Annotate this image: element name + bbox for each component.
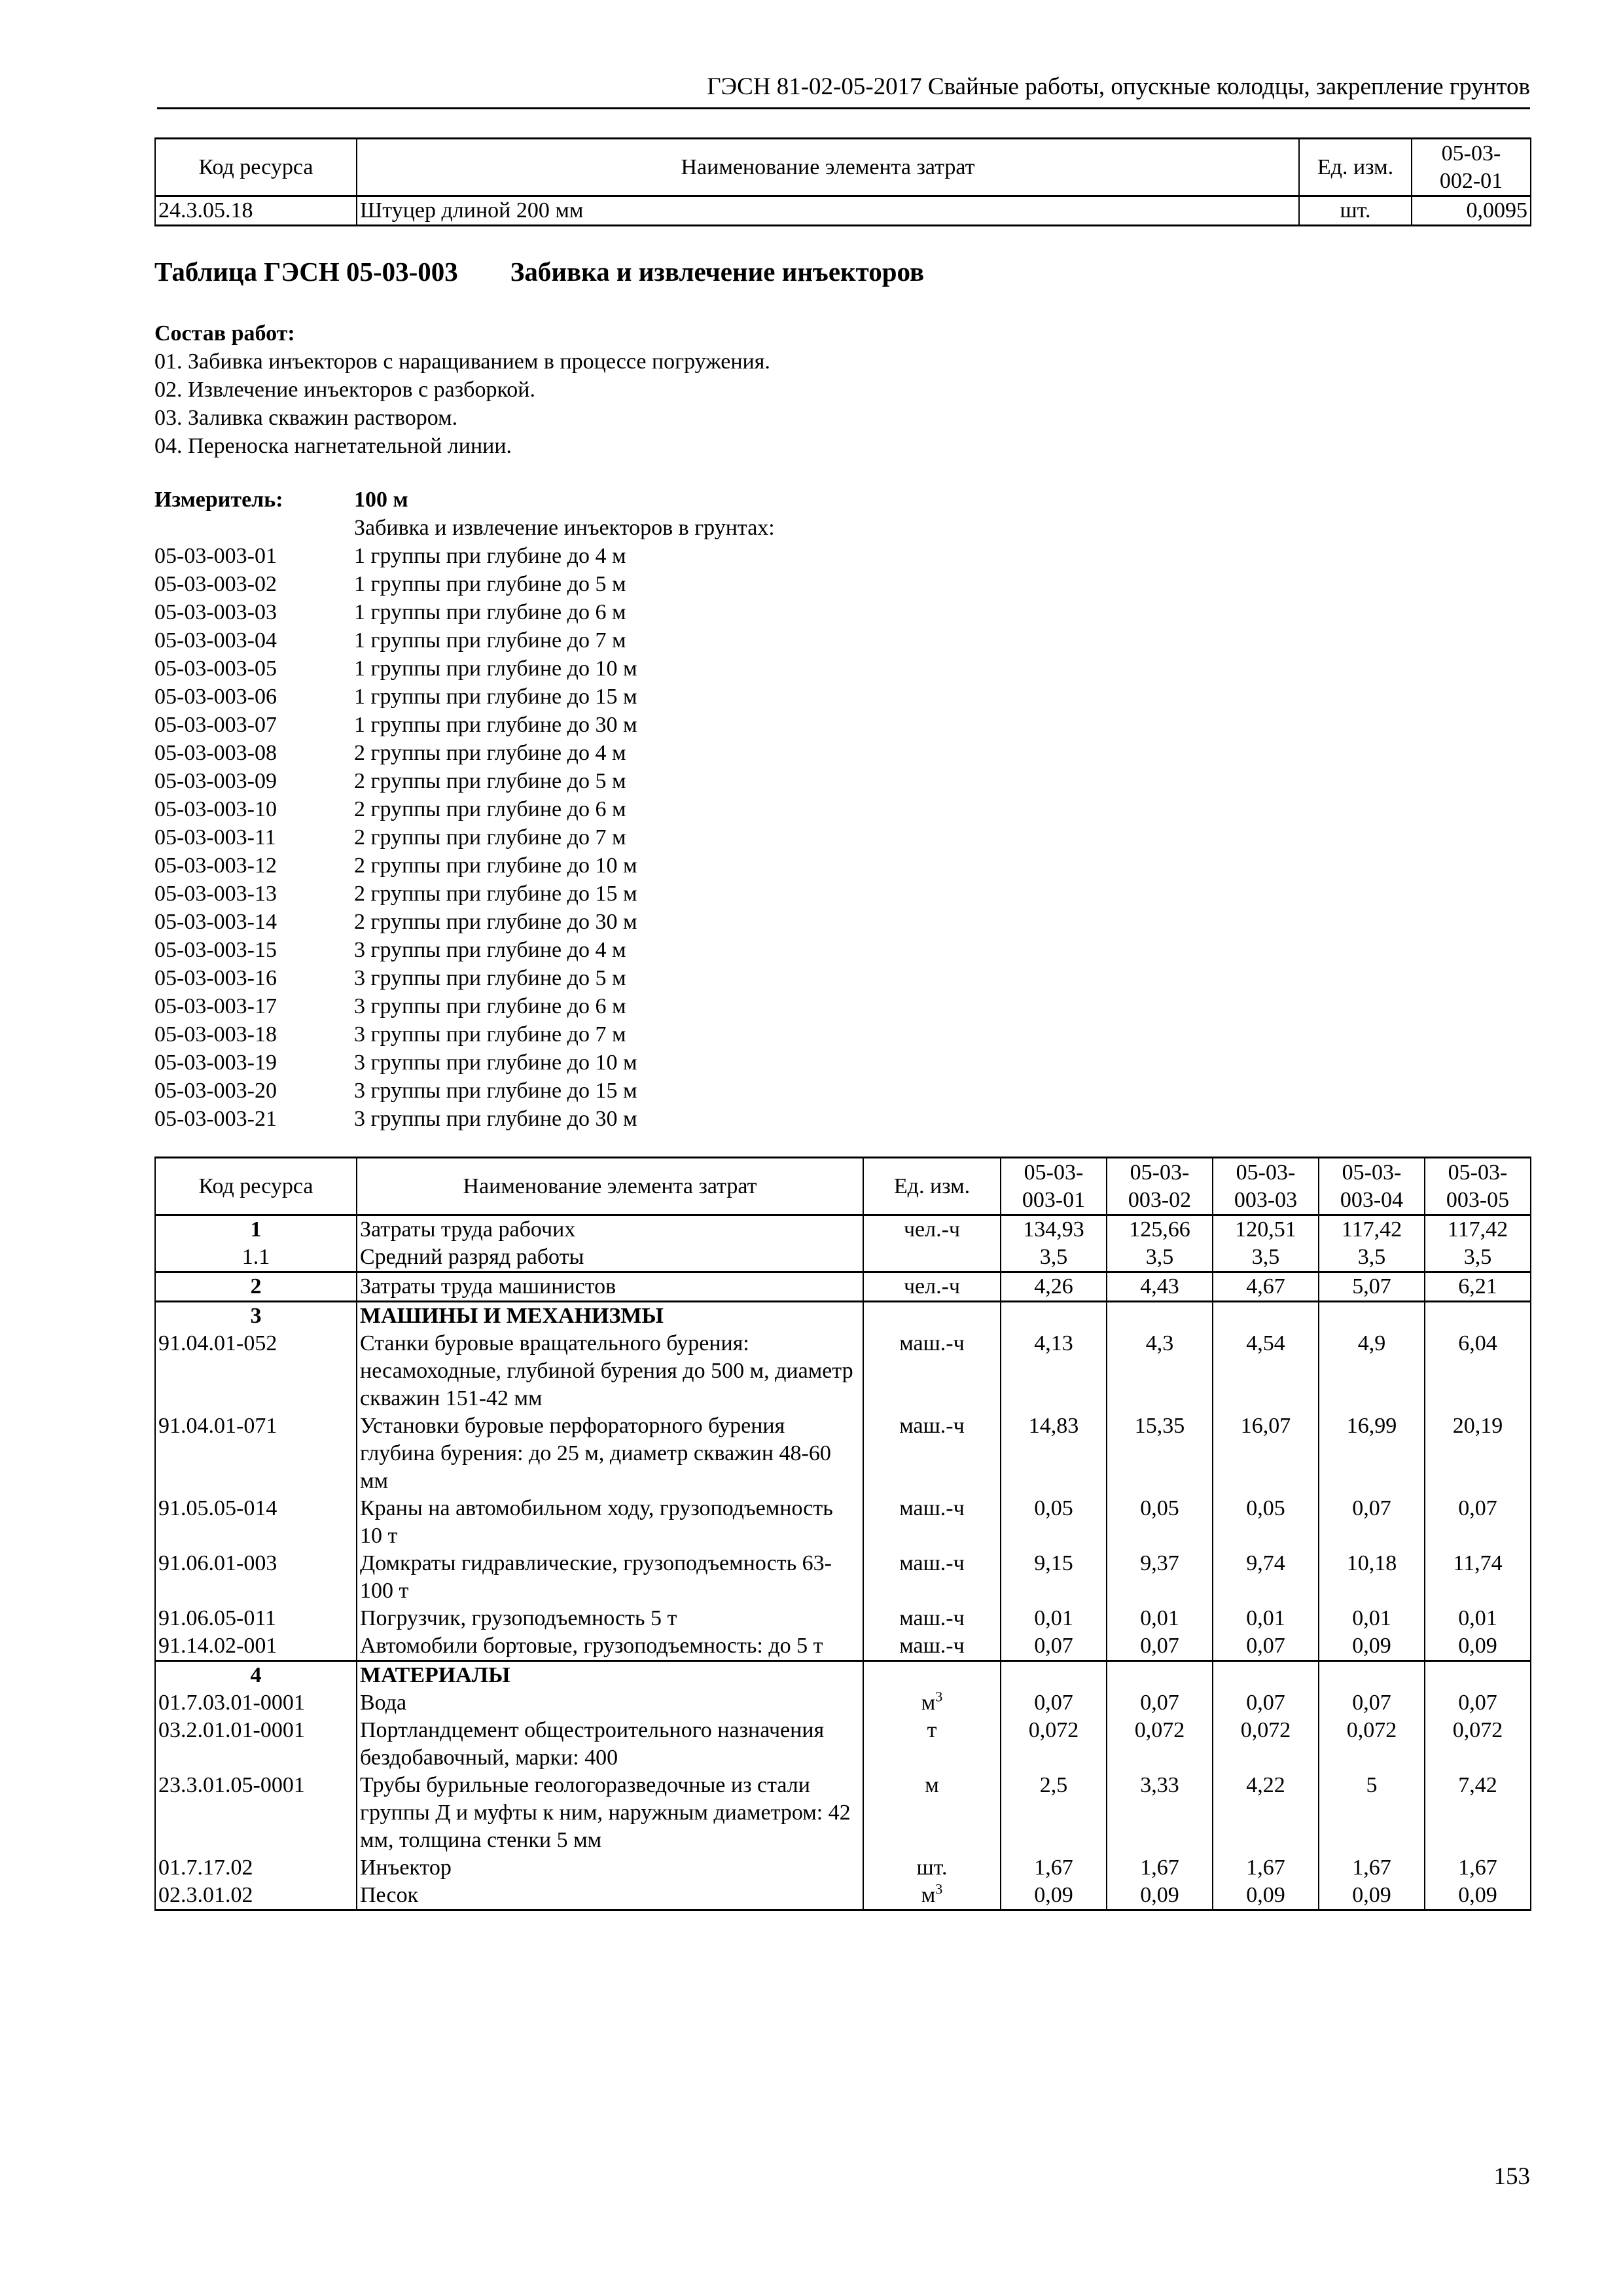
resource-value: 0,05 bbox=[1107, 1495, 1213, 1550]
resource-code: 1.1 bbox=[155, 1244, 357, 1272]
measure-item-text: 2 группы при глубине до 4 м bbox=[354, 741, 626, 765]
resource-value bbox=[1001, 1302, 1107, 1331]
measure-item-text: 1 группы при глубине до 10 м bbox=[354, 656, 637, 681]
measure-item-text: 3 группы при глубине до 10 м bbox=[354, 1050, 637, 1075]
resource-value: 3,5 bbox=[1001, 1244, 1107, 1272]
resource-value: 0,09 bbox=[1319, 1632, 1425, 1661]
resource-value: 0,07 bbox=[1319, 1495, 1425, 1550]
table-row bbox=[155, 1689, 1531, 1717]
resource-name: Домкраты гидравлические, грузоподъемность 63-100 т bbox=[357, 1550, 863, 1605]
resource-unit: шт. bbox=[1299, 196, 1412, 226]
resource-unit: чел.-ч bbox=[863, 1215, 1001, 1244]
resource-value: 0,07 bbox=[1425, 1495, 1531, 1550]
resource-unit: т bbox=[863, 1717, 1001, 1772]
resource-code: 91.06.05-011 bbox=[155, 1605, 357, 1632]
resource-unit bbox=[863, 1661, 1001, 1690]
col-header-name: Наименование элемента затрат bbox=[357, 1158, 863, 1215]
resource-name: Затраты труда машинистов bbox=[357, 1272, 863, 1302]
resource-value: 3,5 bbox=[1319, 1244, 1425, 1272]
resource-value: 7,42 bbox=[1425, 1772, 1531, 1854]
resource-code: 03.2.01.01-0001 bbox=[155, 1717, 357, 1772]
measure-item bbox=[154, 711, 775, 739]
resource-value: 0,07 bbox=[1001, 1632, 1107, 1661]
resource-value: 3,5 bbox=[1425, 1244, 1531, 1272]
resource-value bbox=[1319, 1302, 1425, 1331]
measure-item-text: 2 группы при глубине до 15 м bbox=[354, 882, 637, 906]
resource-value bbox=[1425, 1661, 1531, 1690]
measure-item-text: 1 группы при глубине до 4 м bbox=[354, 544, 626, 568]
resource-value: 0,072 bbox=[1213, 1717, 1319, 1772]
measure-item-text: 3 группы при глубине до 30 м bbox=[354, 1107, 637, 1131]
measure-item bbox=[154, 936, 775, 964]
measure-item-text: 2 группы при глубине до 30 м bbox=[354, 910, 637, 934]
table-row bbox=[155, 1550, 1531, 1605]
resource-value: 0,072 bbox=[1107, 1717, 1213, 1772]
measure-item-code: 05-03-003-13 bbox=[154, 882, 277, 906]
resource-code: 91.04.01-071 bbox=[155, 1412, 357, 1495]
resource-value: 15,35 bbox=[1107, 1412, 1213, 1495]
resource-value: 117,42 bbox=[1319, 1215, 1425, 1244]
col-header-value: 05-03- 003-04 bbox=[1319, 1158, 1425, 1215]
resource-value: 10,18 bbox=[1319, 1550, 1425, 1605]
resource-value: 0,07 bbox=[1425, 1689, 1531, 1717]
resource-value: 117,42 bbox=[1425, 1215, 1531, 1244]
resource-unit: маш.-ч bbox=[863, 1605, 1001, 1632]
measure-item bbox=[154, 570, 775, 598]
resource-code: 3 bbox=[155, 1302, 357, 1331]
works-item: 03. Заливка скважин раствором. bbox=[154, 406, 458, 430]
measure-item-code: 05-03-003-18 bbox=[154, 1022, 277, 1047]
resource-value bbox=[1001, 1661, 1107, 1690]
resource-unit: м bbox=[863, 1772, 1001, 1854]
table-row bbox=[155, 1772, 1531, 1854]
works-heading: Состав работ: bbox=[154, 321, 295, 346]
col-header-value: 05-03- 003-05 bbox=[1425, 1158, 1531, 1215]
measure-item bbox=[154, 880, 775, 908]
measure-item-code: 05-03-003-16 bbox=[154, 966, 277, 990]
table-row bbox=[155, 1854, 1531, 1882]
resource-value: 4,67 bbox=[1213, 1272, 1319, 1302]
table-row bbox=[155, 1605, 1531, 1632]
measure-item bbox=[154, 598, 775, 626]
resource-value: 3,5 bbox=[1213, 1244, 1319, 1272]
resource-name: Песок bbox=[357, 1882, 863, 1910]
measure-item-code: 05-03-003-15 bbox=[154, 938, 277, 962]
resource-value: 4,22 bbox=[1213, 1772, 1319, 1854]
resource-value bbox=[1425, 1302, 1531, 1331]
resource-name: Вода bbox=[357, 1689, 863, 1717]
table-row bbox=[155, 196, 1531, 226]
resource-value: 0,07 bbox=[1107, 1632, 1213, 1661]
table-row bbox=[155, 1717, 1531, 1772]
resource-value: 4,26 bbox=[1001, 1272, 1107, 1302]
table-number: Таблица ГЭСН 05-03-003 bbox=[154, 257, 458, 287]
resource-code: 01.7.17.02 bbox=[155, 1854, 357, 1882]
measure-item-code: 05-03-003-19 bbox=[154, 1050, 277, 1075]
table-caption: Забивка и извлечение инъекторов bbox=[510, 257, 925, 287]
table-row bbox=[155, 1272, 1531, 1302]
resource-value: 125,66 bbox=[1107, 1215, 1213, 1244]
measure-block bbox=[154, 486, 775, 1133]
resource-value: 9,15 bbox=[1001, 1550, 1107, 1605]
resource-value: 14,83 bbox=[1001, 1412, 1107, 1495]
measure-item bbox=[154, 795, 775, 823]
resource-unit: маш.-ч bbox=[863, 1495, 1001, 1550]
col-header-value: 05-03- 003-01 bbox=[1001, 1158, 1107, 1215]
resource-value: 4,54 bbox=[1213, 1330, 1319, 1412]
table-row bbox=[155, 1215, 1531, 1244]
resource-unit: маш.-ч bbox=[863, 1330, 1001, 1412]
measure-value: 100 м bbox=[354, 488, 408, 512]
measure-item bbox=[154, 852, 775, 880]
resource-value: 4,9 bbox=[1319, 1330, 1425, 1412]
table-row bbox=[155, 1330, 1531, 1412]
measure-item-text: 3 группы при глубине до 15 м bbox=[354, 1079, 637, 1103]
table-row bbox=[155, 1495, 1531, 1550]
resource-value: 20,19 bbox=[1425, 1412, 1531, 1495]
resource-unit: маш.-ч bbox=[863, 1550, 1001, 1605]
resource-value: 3,33 bbox=[1107, 1772, 1213, 1854]
resource-unit: чел.-ч bbox=[863, 1272, 1001, 1302]
resource-value: 2,5 bbox=[1001, 1772, 1107, 1854]
col-header-value: 05-03- 003-02 bbox=[1107, 1158, 1213, 1215]
resource-value: 3,5 bbox=[1107, 1244, 1213, 1272]
measure-item-code: 05-03-003-12 bbox=[154, 853, 277, 878]
carryover-table bbox=[154, 137, 1531, 226]
page-number: 153 bbox=[1493, 2163, 1530, 2190]
resource-name: Автомобили бортовые, грузоподъемность: до 5 т bbox=[357, 1632, 863, 1661]
resource-code: 91.14.02-001 bbox=[155, 1632, 357, 1661]
measure-item bbox=[154, 767, 775, 795]
resource-value: 0,09 bbox=[1001, 1882, 1107, 1910]
resource-value bbox=[1107, 1661, 1213, 1690]
measure-subtitle: Забивка и извлечение инъекторов в грунтах: bbox=[354, 516, 775, 540]
table-row bbox=[155, 1882, 1531, 1910]
resource-value: 0,07 bbox=[1213, 1689, 1319, 1717]
col-header-unit: Ед. изм. bbox=[863, 1158, 1001, 1215]
table-row bbox=[155, 1661, 1531, 1690]
resource-name: Штуцер длиной 200 мм bbox=[357, 196, 1299, 226]
resource-name: МАТЕРИАЛЫ bbox=[357, 1661, 863, 1690]
resource-value: 11,74 bbox=[1425, 1550, 1531, 1605]
resource-value: 16,07 bbox=[1213, 1412, 1319, 1495]
resource-value: 0,01 bbox=[1001, 1605, 1107, 1632]
measure-item bbox=[154, 1077, 775, 1105]
measure-item-code: 05-03-003-03 bbox=[154, 600, 277, 624]
measure-item-code: 05-03-003-07 bbox=[154, 713, 277, 737]
measure-item-code: 05-03-003-08 bbox=[154, 741, 277, 765]
resource-value: 0,01 bbox=[1425, 1605, 1531, 1632]
resource-unit: маш.-ч bbox=[863, 1632, 1001, 1661]
works-item: 02. Извлечение инъекторов с разборкой. bbox=[154, 378, 535, 402]
measure-item-code: 05-03-003-01 bbox=[154, 544, 277, 568]
resource-value: 1,67 bbox=[1001, 1854, 1107, 1882]
measure-item-text: 1 группы при глубине до 5 м bbox=[354, 572, 626, 596]
resource-value: 9,74 bbox=[1213, 1550, 1319, 1605]
measure-item bbox=[154, 655, 775, 683]
measure-item-text: 1 группы при глубине до 15 м bbox=[354, 685, 637, 709]
measure-item bbox=[154, 626, 775, 655]
resource-value: 4,3 bbox=[1107, 1330, 1213, 1412]
measure-item-text: 3 группы при глубине до 4 м bbox=[354, 938, 626, 962]
resource-value: 5,07 bbox=[1319, 1272, 1425, 1302]
resource-unit: шт. bbox=[863, 1854, 1001, 1882]
resource-name: Портландцемент общестроительного назначения бездобавочный, марки: 400 bbox=[357, 1717, 863, 1772]
measure-item-text: 3 группы при глубине до 6 м bbox=[354, 994, 626, 1018]
resource-value: 1,67 bbox=[1319, 1854, 1425, 1882]
resource-value: 0,072 bbox=[1425, 1717, 1531, 1772]
table-row bbox=[155, 1302, 1531, 1331]
resource-value: 0,09 bbox=[1213, 1882, 1319, 1910]
resource-code: 4 bbox=[155, 1661, 357, 1690]
resource-value: 0,07 bbox=[1001, 1689, 1107, 1717]
resource-value: 1,67 bbox=[1213, 1854, 1319, 1882]
resource-value: 0,07 bbox=[1213, 1632, 1319, 1661]
resource-value: 0,09 bbox=[1319, 1882, 1425, 1910]
resource-code: 02.3.01.02 bbox=[155, 1882, 357, 1910]
measure-item-code: 05-03-003-14 bbox=[154, 910, 277, 934]
resource-unit bbox=[863, 1302, 1001, 1331]
measure-item-code: 05-03-003-20 bbox=[154, 1079, 277, 1103]
resource-unit: маш.-ч bbox=[863, 1412, 1001, 1495]
table-row bbox=[155, 1244, 1531, 1272]
table-row bbox=[155, 1632, 1531, 1661]
resource-value: 0,01 bbox=[1213, 1605, 1319, 1632]
resource-value: 6,21 bbox=[1425, 1272, 1531, 1302]
resource-code: 23.3.01.05-0001 bbox=[155, 1772, 357, 1854]
resource-value: 16,99 bbox=[1319, 1412, 1425, 1495]
col-header-value: 05-03- 003-03 bbox=[1213, 1158, 1319, 1215]
measure-item bbox=[154, 908, 775, 936]
resource-value bbox=[1319, 1661, 1425, 1690]
header-rule bbox=[157, 107, 1530, 109]
resource-code: 91.05.05-014 bbox=[155, 1495, 357, 1550]
measure-item-text: 1 группы при глубине до 7 м bbox=[354, 628, 626, 653]
measure-item-code: 05-03-003-02 bbox=[154, 572, 277, 596]
measure-item bbox=[154, 992, 775, 1020]
running-header: ГЭСН 81-02-05-2017 Свайные работы, опускные колодцы, закрепление грунтов bbox=[707, 73, 1530, 100]
resource-value: 5 bbox=[1319, 1772, 1425, 1854]
works-item: 01. Забивка инъекторов с наращиванием в процессе погружения. bbox=[154, 350, 770, 374]
resource-name: Краны на автомобильном ходу, грузоподъемность 10 т bbox=[357, 1495, 863, 1550]
measure-item bbox=[154, 1049, 775, 1077]
resource-value: 4,13 bbox=[1001, 1330, 1107, 1412]
measure-item bbox=[154, 964, 775, 992]
resource-code: 91.04.01-052 bbox=[155, 1330, 357, 1412]
measure-item-code: 05-03-003-06 bbox=[154, 685, 277, 709]
resource-unit: $м^3$ bbox=[863, 1689, 1001, 1717]
resource-value: 6,04 bbox=[1425, 1330, 1531, 1412]
measure-item-text: 2 группы при глубине до 7 м bbox=[354, 825, 626, 850]
works-item: 04. Переноска нагнетательной линии. bbox=[154, 434, 512, 458]
resource-code: 2 bbox=[155, 1272, 357, 1302]
resource-value: 0,072 bbox=[1319, 1717, 1425, 1772]
measure-item-code: 05-03-003-11 bbox=[154, 825, 276, 850]
resource-unit: $м^3$ bbox=[863, 1882, 1001, 1910]
measure-item-text: 2 группы при глубине до 10 м bbox=[354, 853, 637, 878]
resource-value: 134,93 bbox=[1001, 1215, 1107, 1244]
resource-value: 0,07 bbox=[1107, 1689, 1213, 1717]
resource-value: 9,37 bbox=[1107, 1550, 1213, 1605]
resource-name: Станки буровые вращательного бурения: несамоходные, глубиной бурения до 500 м, диаметр скважин 151-42 мм bbox=[357, 1330, 863, 1412]
resource-value: 0,01 bbox=[1107, 1605, 1213, 1632]
measure-item-text: 2 группы при глубине до 5 м bbox=[354, 769, 626, 793]
measure-item-code: 05-03-003-10 bbox=[154, 797, 277, 821]
resource-value: 120,51 bbox=[1213, 1215, 1319, 1244]
resource-name: Инъектор bbox=[357, 1854, 863, 1882]
resource-value bbox=[1213, 1302, 1319, 1331]
measure-label: Измеритель: bbox=[154, 488, 283, 512]
resource-code: 1 bbox=[155, 1215, 357, 1244]
resource-code: 91.06.01-003 bbox=[155, 1550, 357, 1605]
resource-name: Установки буровые перфораторного бурения глубина бурения: до 25 м, диаметр скважин 48-60 мм bbox=[357, 1412, 863, 1495]
col-header-code: Код ресурса bbox=[155, 1158, 357, 1215]
measure-item bbox=[154, 542, 775, 570]
resource-value: 0,0095 bbox=[1412, 196, 1531, 226]
resource-code: 24.3.05.18 bbox=[155, 196, 357, 226]
measure-item-code: 05-03-003-09 bbox=[154, 769, 277, 793]
resource-name: МАШИНЫ И МЕХАНИЗМЫ bbox=[357, 1302, 863, 1331]
resource-value: 0,09 bbox=[1425, 1882, 1531, 1910]
resource-value: 0,05 bbox=[1213, 1495, 1319, 1550]
measure-item-text: 1 группы при глубине до 30 м bbox=[354, 713, 637, 737]
resource-code: 01.7.03.01-0001 bbox=[155, 1689, 357, 1717]
col-header-code: Код ресурса bbox=[155, 139, 357, 196]
table-title bbox=[154, 255, 924, 288]
resource-value: 0,09 bbox=[1425, 1632, 1531, 1661]
measure-item bbox=[154, 823, 775, 852]
measure-item-code: 05-03-003-17 bbox=[154, 994, 277, 1018]
resource-name: Погрузчик, грузоподъемность 5 т bbox=[357, 1605, 863, 1632]
col-header-name: Наименование элемента затрат bbox=[357, 139, 1299, 196]
measure-item bbox=[154, 1020, 775, 1049]
measure-item bbox=[154, 683, 775, 711]
measure-item-code: 05-03-003-05 bbox=[154, 656, 277, 681]
resource-value: 0,072 bbox=[1001, 1717, 1107, 1772]
resource-value bbox=[1107, 1302, 1213, 1331]
resource-value bbox=[1213, 1661, 1319, 1690]
resource-name: Трубы бурильные геологоразведочные из стали группы Д и муфты к ним, наружным диаметром: 42 мм, толщина стенки 5 мм bbox=[357, 1772, 863, 1854]
resource-value: 0,07 bbox=[1319, 1689, 1425, 1717]
measure-item bbox=[154, 739, 775, 767]
resource-value: 0,01 bbox=[1319, 1605, 1425, 1632]
measure-item bbox=[154, 1105, 775, 1133]
measure-item-text: 3 группы при глубине до 7 м bbox=[354, 1022, 626, 1047]
resource-value: 1,67 bbox=[1425, 1854, 1531, 1882]
col-header-unit: Ед. изм. bbox=[1299, 139, 1412, 196]
resource-value: 4,43 bbox=[1107, 1272, 1213, 1302]
measure-item-code: 05-03-003-21 bbox=[154, 1107, 277, 1131]
resource-value: 0,09 bbox=[1107, 1882, 1213, 1910]
resource-name: Средний разряд работы bbox=[357, 1244, 863, 1272]
measure-item-text: 3 группы при глубине до 5 м bbox=[354, 966, 626, 990]
resource-table bbox=[154, 1157, 1531, 1911]
resource-unit bbox=[863, 1244, 1001, 1272]
resource-value: 0,05 bbox=[1001, 1495, 1107, 1550]
col-header-value: 05-03- 002-01 bbox=[1412, 139, 1531, 196]
resource-value: 1,67 bbox=[1107, 1854, 1213, 1882]
works-list bbox=[154, 319, 770, 460]
measure-item-code: 05-03-003-04 bbox=[154, 628, 277, 653]
measure-item-text: 2 группы при глубине до 6 м bbox=[354, 797, 626, 821]
table-row bbox=[155, 1412, 1531, 1495]
measure-item-text: 1 группы при глубине до 6 м bbox=[354, 600, 626, 624]
resource-name: Затраты труда рабочих bbox=[357, 1215, 863, 1244]
